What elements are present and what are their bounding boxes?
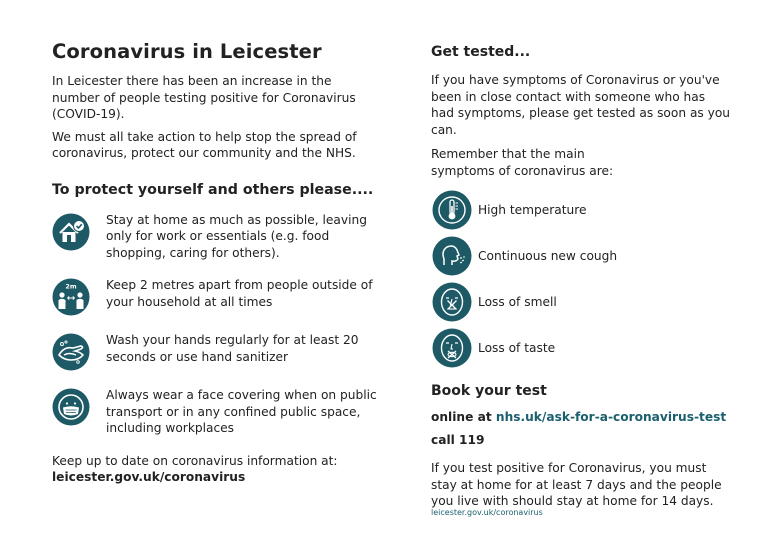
keep-up-text: Keep up to date on coronavirus information at: (52, 453, 338, 468)
action-text: Wash your hands regularly for at least 20 seconds or use hand sanitizer (106, 333, 359, 364)
call-number: call 119 (431, 432, 485, 447)
page-title: Coronavirus in Leicester (52, 40, 322, 63)
action-text: Stay at home as much as possible, leaving only for work or essentials (e.g. food shopping, caring for others). (106, 212, 367, 260)
symptom-label: Loss of smell (478, 295, 557, 309)
distance-2m-icon (52, 278, 90, 316)
get-tested-heading: Get tested... (431, 44, 531, 60)
action-text: Always wear a face covering when on public transport or in any confined public space, including workplaces (106, 388, 377, 435)
icon-label-2m: 2m (65, 282, 77, 291)
get-tested-paragraph: If you have symptoms of Coronavirus or you've been in close contact with someone who has had symptoms, please get tested as soon as you can. (431, 73, 731, 137)
face-covering-icon (52, 388, 90, 426)
symptom-item-cough (431, 235, 731, 277)
online-prefix: online at (431, 410, 492, 424)
left-column (52, 40, 382, 486)
action-item-face-covering (52, 387, 382, 437)
book-test-heading: Book your test (431, 383, 547, 399)
action-paragraph: We must all take action to help stop the spread of coronavirus, protect our community and the NHS. (52, 129, 357, 160)
action-item-distance (52, 277, 382, 316)
keep-up-to-date (52, 453, 382, 486)
action-item-stay-home (52, 212, 382, 262)
right-column (431, 44, 731, 510)
hand-washing-icon (52, 333, 90, 371)
positive-paragraph: If you test positive for Coronavirus, you must stay at home for at least 7 days and the people you live with should stay at home for 14 days. (431, 461, 722, 508)
remember-paragraph: Remember that the main symptoms of coronavirus are: (431, 147, 614, 178)
nhs-test-link[interactable]: nhs.uk/ask-for-a-coronavirus-test (495, 410, 727, 424)
symptom-label: Continuous new cough (478, 249, 618, 263)
symptom-item-taste (431, 327, 731, 369)
footer-link[interactable]: leicester.gov.uk/coronavirus (431, 508, 543, 517)
no-taste-icon (432, 328, 472, 368)
thermometer-icon (432, 190, 472, 230)
keep-up-link[interactable]: leicester.gov.uk/coronavirus (52, 470, 246, 484)
no-smell-icon (432, 282, 472, 322)
action-item-wash-hands (52, 332, 382, 371)
action-text: Keep 2 metres apart from people outside of your household at all times (106, 278, 373, 309)
symptom-label: High temperature (478, 203, 587, 217)
protect-heading: To protect yourself and others please.... (52, 181, 374, 198)
symptom-item-smell (431, 281, 731, 323)
house-check-icon (52, 213, 90, 251)
online-line (431, 409, 731, 426)
symptom-label: Loss of taste (478, 341, 556, 355)
intro-paragraph: In Leicester there has been an increase in the number of people testing positive for Coronavirus (COVID-19). (52, 74, 356, 121)
cough-icon (432, 236, 472, 276)
symptom-item-temperature (431, 189, 731, 231)
